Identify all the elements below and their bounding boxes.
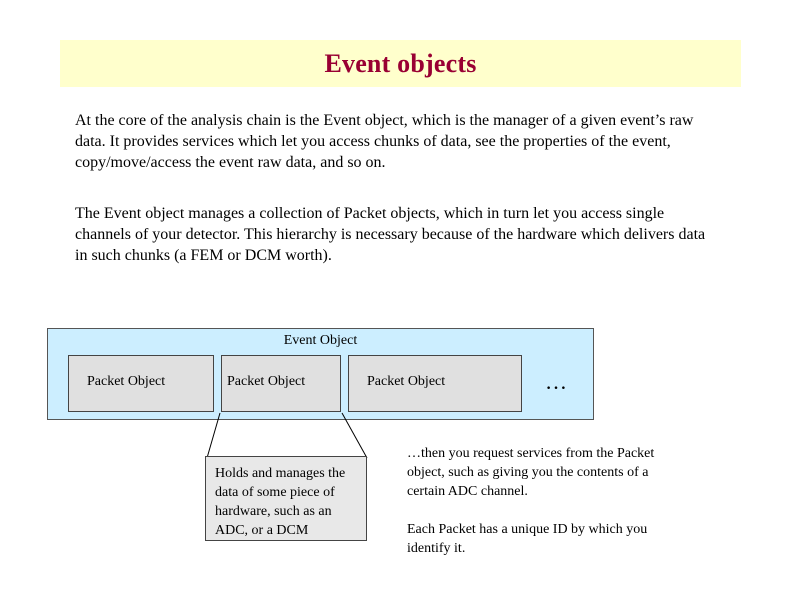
- event-object-box: [47, 328, 594, 420]
- services-note: [407, 444, 667, 558]
- packet-callout-note: Holds and manages the data of some piece of hardware, such as an ADC, or a DCM: [205, 456, 367, 541]
- hierarchy-paragraph: The Event object manages a collection of Packet objects, which in turn let you access single channels of your detector. This hierarchy is necessary because of the hardware which delivers data in such chunks (a FEM or DCM worth).: [75, 205, 706, 264]
- event-object-label: Event Object: [283, 333, 358, 348]
- packet-object-box: Packet Object: [348, 355, 522, 412]
- packet-id-note-text: Each Packet has a unique ID by which you identify it.: [407, 522, 648, 556]
- title-banner: [60, 40, 741, 87]
- more-packets-ellipsis: …: [545, 369, 570, 394]
- packet-object-box: Packet Object: [68, 355, 214, 412]
- slide-title: Event objects: [324, 48, 477, 78]
- packet-object-box: Packet Object: [221, 355, 341, 412]
- services-note-text: …then you request services from the Packet object, such as giving you the contents of a certain ADC channel.: [407, 446, 655, 499]
- intro-paragraph: At the core of the analysis chain is the Event object, which is the manager of a given event’s raw data. It provides services which let you access chunks of data, see the properties of the event, copy/move/access the event raw data, and so on.: [75, 112, 694, 171]
